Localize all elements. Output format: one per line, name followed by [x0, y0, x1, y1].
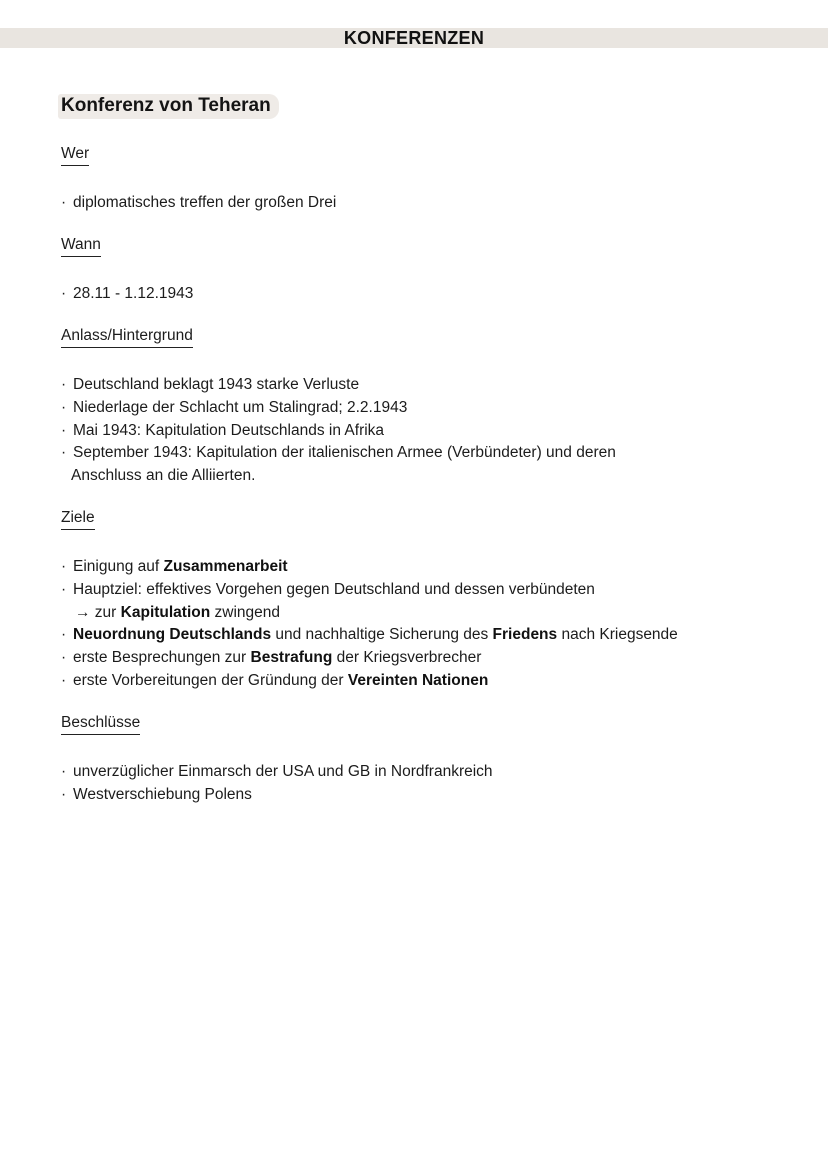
item-text: erste Vorbereitungen der Gründung der — [73, 671, 348, 689]
list-item: · 28.11 - 1.12.1943 — [61, 283, 193, 306]
list-item: · unverzüglicher Einmarsch der USA und GB in Nordfrankreich — [61, 761, 493, 784]
list-item — [61, 624, 678, 647]
section-heading-wer — [61, 145, 89, 166]
conference-title: Konferenz von Teheran — [58, 94, 279, 119]
list-item-continuation: Anschluss an die Alliierten. — [71, 467, 256, 485]
list-item: · September 1943: Kapitulation der italienischen Armee (Verbündeter) und deren — [61, 442, 616, 465]
heading-label: Beschlüsse — [61, 714, 141, 731]
item-bold-text: Bestrafung — [250, 649, 333, 667]
section-heading-wann — [61, 236, 101, 257]
section-wer — [61, 145, 336, 215]
section-heading-ziele — [61, 509, 95, 530]
item-bold-text: Zusammenarbeit — [163, 558, 288, 575]
heading-label: Anlass/Hintergrund — [61, 327, 193, 344]
heading-label: Ziele — [61, 509, 95, 526]
bullet-list-wer — [61, 192, 336, 215]
list-item-continuation — [61, 602, 678, 625]
section-heading-anlass — [61, 327, 193, 348]
item-text: → zur — [75, 603, 121, 621]
item-bold-text: Vereinten Nationen — [347, 671, 489, 689]
item-text: zwingend — [210, 603, 281, 621]
heading-label: Wann — [61, 236, 101, 253]
section-wann — [61, 236, 193, 306]
item-text: der Kriegsverbrecher — [332, 649, 482, 667]
item-bold-text: Friedens — [492, 626, 558, 644]
heading-label: Wer — [61, 145, 90, 162]
item-bold-text: Kapitulation — [120, 603, 211, 621]
list-item: · diplomatisches treffen der großen Drei — [61, 192, 336, 215]
list-item: · Niederlage der Schlacht um Stalingrad; 2.2.1943 — [61, 397, 616, 420]
item-text: Einigung auf — [73, 558, 164, 575]
list-item: · Hauptziel: effektives Vorgehen gegen Deutschland und dessen verbündeten — [61, 579, 678, 602]
list-item: · Mai 1943: Kapitulation Deutschlands in Afrika — [61, 420, 616, 443]
page-title: KONFERENZEN — [343, 28, 485, 48]
bullet-list-anlass — [61, 374, 616, 488]
item-text: und nachhaltige Sicherung des — [271, 626, 493, 644]
list-item: · Deutschland beklagt 1943 starke Verluste — [61, 374, 616, 397]
list-item: · Westverschiebung Polens — [61, 784, 493, 807]
item-bold-text: Neuordnung Deutschlands — [73, 626, 272, 644]
section-anlass — [61, 327, 616, 488]
section-ziele — [61, 509, 678, 693]
bullet-list-wann — [61, 283, 193, 306]
list-item — [61, 647, 678, 670]
list-item — [61, 556, 678, 579]
section-heading-beschluesse — [61, 714, 140, 735]
section-beschluesse — [61, 714, 493, 807]
list-item — [61, 670, 678, 693]
bullet-list-ziele — [61, 556, 678, 693]
title-bar — [0, 28, 828, 48]
item-text: nach Kriegsende — [557, 626, 678, 644]
item-text: erste Besprechungen zur — [73, 649, 251, 667]
bullet-list-beschluesse — [61, 761, 493, 807]
